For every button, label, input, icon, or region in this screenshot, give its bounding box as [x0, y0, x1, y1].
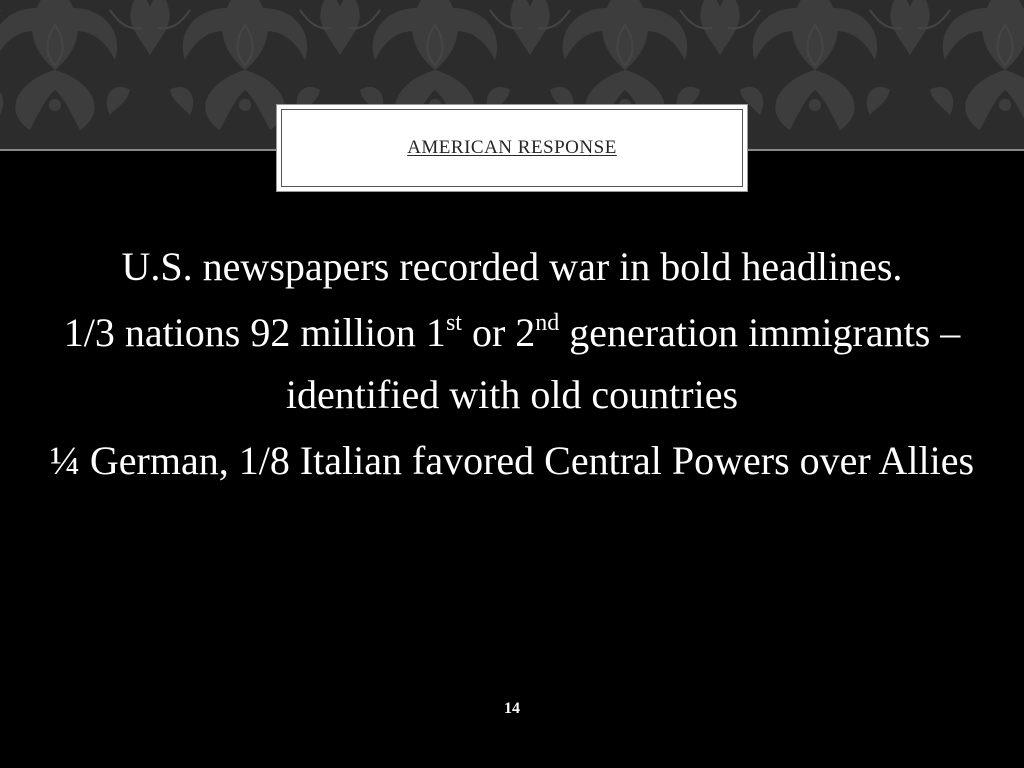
- slide-title: AMERICAN RESPONSE: [407, 137, 617, 158]
- bullet-immigrants: [40, 302, 984, 426]
- superscript-st: st: [445, 310, 462, 336]
- immigrants-text-3: generation immigrants – identified with old countries: [285, 310, 961, 417]
- immigrants-text-1: 1/3 nations 92 million 1: [63, 310, 446, 355]
- immigrants-text-2: or 2: [461, 310, 536, 355]
- bullet-german-italian: ¼ German, 1/8 Italian favored Central Powers over Allies: [49, 438, 975, 483]
- slide-body: [40, 236, 984, 496]
- title-box: [276, 104, 748, 192]
- bullet-newspapers: U.S. newspapers recorded war in bold headlines.: [121, 244, 903, 289]
- superscript-nd: nd: [535, 310, 560, 336]
- page-number: 14: [504, 700, 520, 717]
